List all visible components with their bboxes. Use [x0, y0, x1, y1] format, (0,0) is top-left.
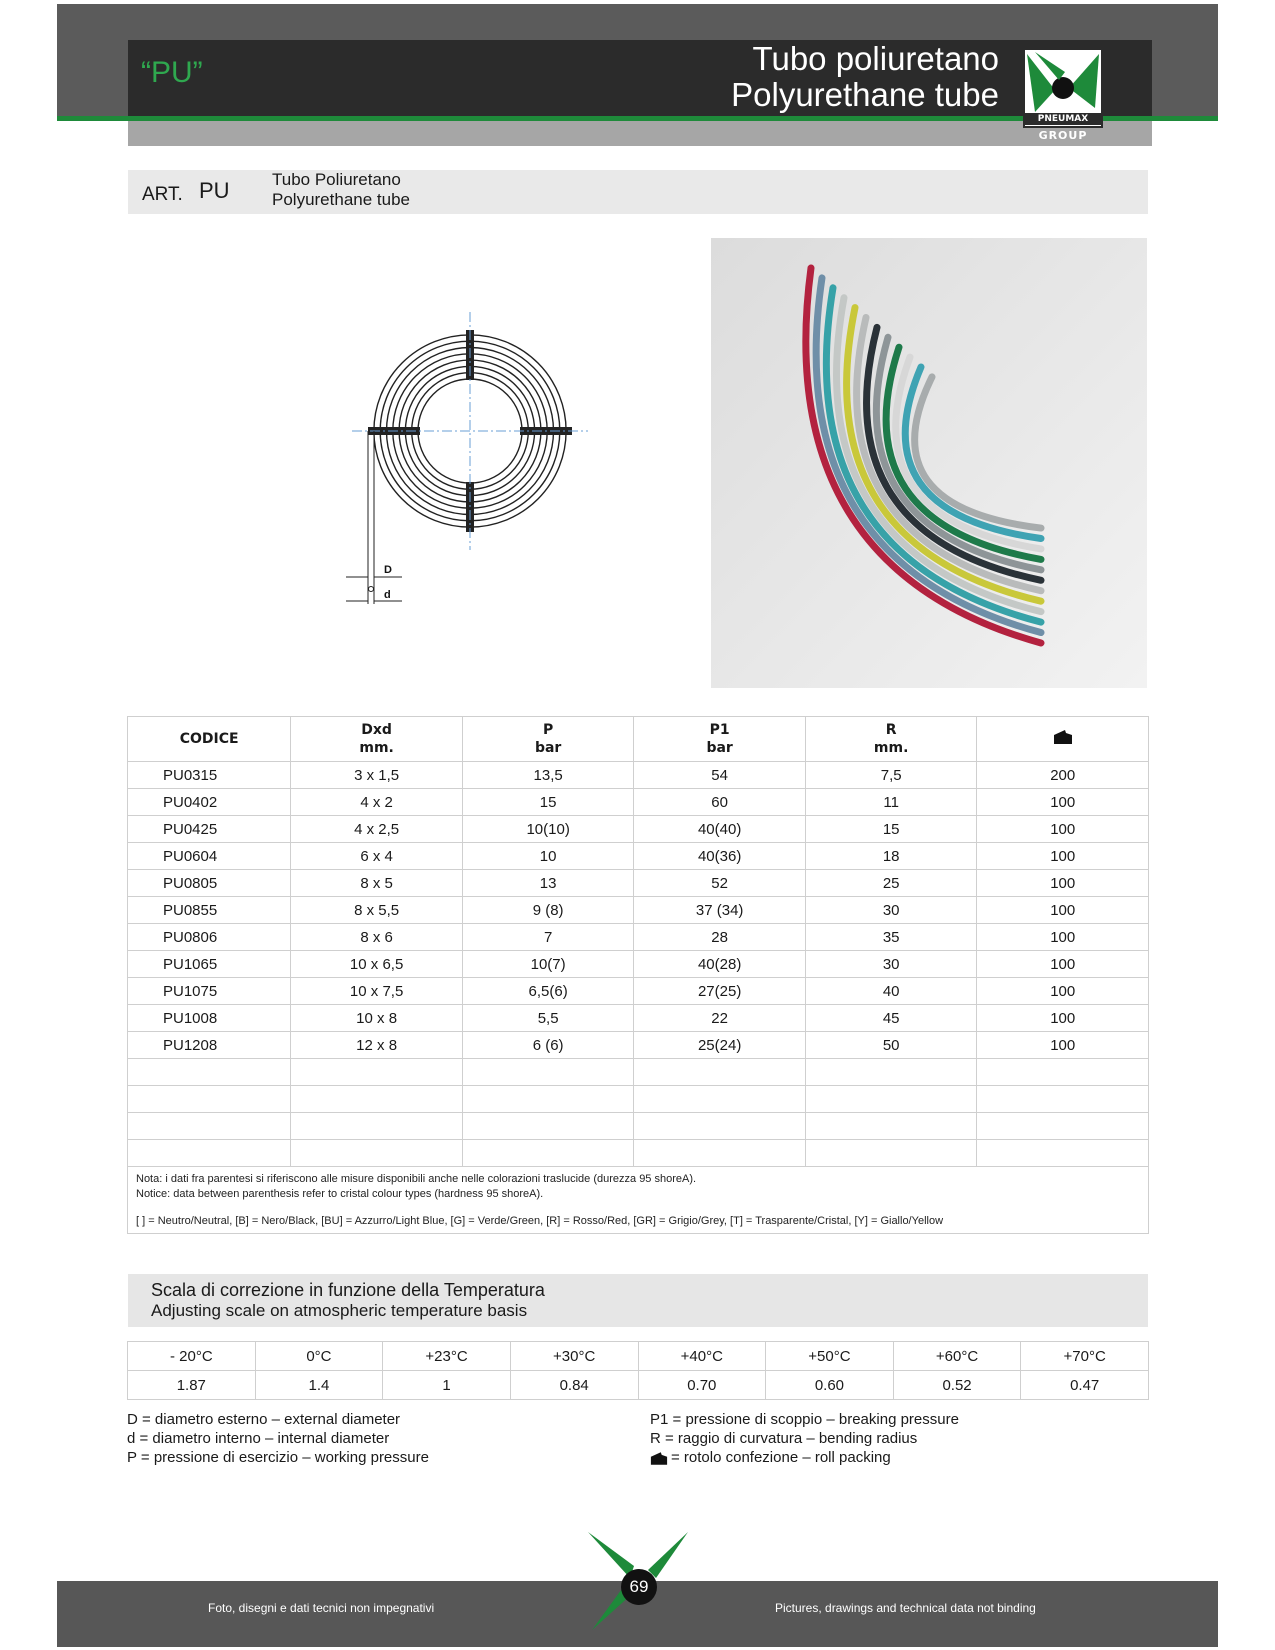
table-cell: 8 x 5,5	[291, 897, 463, 924]
table-cell: 100	[977, 951, 1149, 978]
table-cell: PU0855	[128, 897, 291, 924]
table-cell: PU1008	[128, 1005, 291, 1032]
table-cell: 4 x 2	[291, 789, 463, 816]
col-header-r: R mm.	[805, 717, 977, 762]
header-sub-band	[128, 121, 1152, 146]
table-cell	[128, 1113, 291, 1140]
note-it: Nota: i dati fra parentesi si riferiscono alle misure disponibili anche nelle colorazioni traslucide (durezza 95 shoreA).	[136, 1173, 697, 1185]
table-cell: 100	[977, 1032, 1149, 1059]
colors-legend: [ ] = Neutro/Neutral, [B] = Nero/Black, [BU] = Azzurro/Light Blue, [G] = Verde/Green, [R] = Rosso/Red, [GR] = Grigio/Grey, [T] = Trasparente/Cristal, [Y] = Giallo/Yellow	[136, 1215, 944, 1227]
table-cell: PU1065	[128, 951, 291, 978]
table-cell: 11	[805, 789, 977, 816]
table-cell: 10 x 6,5	[291, 951, 463, 978]
table-cell: 28	[634, 924, 806, 951]
table-cell: PU1075	[128, 978, 291, 1005]
diameter-D-label: D	[384, 564, 392, 576]
table-cell	[977, 1059, 1149, 1086]
col-header-p: P bar	[462, 717, 634, 762]
table-cell: 9 (8)	[462, 897, 634, 924]
notice-en: Notice: data between parenthesis refer to cristal colour types (hardness 95 shoreA).	[136, 1188, 544, 1200]
table-cell	[805, 1086, 977, 1113]
table-cell	[462, 1113, 634, 1140]
footer-disclaimer-it: Foto, disegni e dati tecnici non impegnativi	[208, 1601, 435, 1615]
table-cell: 25(24)	[634, 1032, 806, 1059]
table-cell: 6 x 4	[291, 843, 463, 870]
table-cell: 50	[805, 1032, 977, 1059]
table-cell	[462, 1086, 634, 1113]
table-row-empty	[128, 1113, 1149, 1140]
table-cell	[805, 1113, 977, 1140]
table-cell: 100	[977, 978, 1149, 1005]
table-cell: 40(40)	[634, 816, 806, 843]
table-cell: 37 (34)	[634, 897, 806, 924]
tube-coil-photo	[711, 238, 1147, 688]
table-cell: 5,5	[462, 1005, 634, 1032]
temperature-cell: 0°C	[255, 1342, 383, 1371]
table-cell: PU0604	[128, 843, 291, 870]
table-cell	[977, 1140, 1149, 1167]
header-title-it: Tubo poliuretano	[752, 40, 999, 77]
table-cell: 30	[805, 951, 977, 978]
page-number: 69	[621, 1569, 657, 1605]
temperature-cell: 0.70	[638, 1371, 766, 1400]
table-row	[128, 816, 1149, 843]
table-cell: 100	[977, 843, 1149, 870]
table-cell: 25	[805, 870, 977, 897]
table-cell	[634, 1140, 806, 1167]
table-cell: PU0805	[128, 870, 291, 897]
col-header-codice: CODICE	[128, 717, 291, 762]
table-cell	[291, 1113, 463, 1140]
table-row	[128, 870, 1149, 897]
temperature-cell: +30°C	[510, 1342, 638, 1371]
table-cell: 60	[634, 789, 806, 816]
logo-brand-text: PNEUMAX	[1025, 113, 1101, 125]
temperature-cell: +40°C	[638, 1342, 766, 1371]
table-cell	[805, 1059, 977, 1086]
table-cell: 52	[634, 870, 806, 897]
table-cell: 18	[805, 843, 977, 870]
table-cell	[462, 1140, 634, 1167]
legend-R: R = raggio di curvatura – bending radius	[650, 1430, 918, 1447]
temperature-table	[127, 1341, 1149, 1400]
diameter-d-label: d	[384, 589, 391, 601]
table-cell: 100	[977, 1005, 1149, 1032]
table-cell: 10	[462, 843, 634, 870]
table-cell: 100	[977, 789, 1149, 816]
table-cell: 54	[634, 762, 806, 789]
roll-packing-legend-icon	[650, 1451, 668, 1471]
table-row	[128, 978, 1149, 1005]
product-spec-table	[127, 716, 1149, 1167]
legend-P1: P1 = pressione di scoppio – breaking pressure	[650, 1411, 959, 1428]
table-cell: PU0425	[128, 816, 291, 843]
table-cell: PU0806	[128, 924, 291, 951]
article-desc-en: Polyurethane tube	[272, 190, 410, 209]
col-header-dxd: Dxd mm.	[291, 717, 463, 762]
table-cell: 35	[805, 924, 977, 951]
table-cell	[977, 1086, 1149, 1113]
table-cell	[634, 1086, 806, 1113]
article-code: PU	[199, 178, 230, 203]
table-cell: 13,5	[462, 762, 634, 789]
table-row-empty	[128, 1140, 1149, 1167]
col-header-packing	[977, 717, 1149, 762]
table-cell: PU0402	[128, 789, 291, 816]
table-cell	[977, 1113, 1149, 1140]
article-desc-it: Tubo Poliuretano	[272, 170, 401, 189]
temperature-cell: 1	[383, 1371, 511, 1400]
table-row-empty	[128, 1086, 1149, 1113]
table-row	[128, 1005, 1149, 1032]
table-cell: 27(25)	[634, 978, 806, 1005]
temperature-cell: +70°C	[1021, 1342, 1149, 1371]
col-header-p1: P1 bar	[634, 717, 806, 762]
table-notes	[127, 1166, 1149, 1234]
table-cell	[128, 1140, 291, 1167]
table-cell: PU1208	[128, 1032, 291, 1059]
temperature-cell: 0.84	[510, 1371, 638, 1400]
legend-D: D = diametro esterno – external diameter	[127, 1411, 401, 1428]
table-cell	[462, 1059, 634, 1086]
table-cell: 7,5	[805, 762, 977, 789]
footer-disclaimer-en: Pictures, drawings and technical data not binding	[775, 1601, 1036, 1615]
pneumax-logo-icon	[1025, 50, 1101, 114]
temperature-title-it: Scala di correzione in funzione della Temperatura	[151, 1280, 545, 1300]
temperature-row-factors	[128, 1371, 1149, 1400]
header-title-en: Polyurethane tube	[731, 76, 999, 113]
table-cell: 40	[805, 978, 977, 1005]
logo-group-text: GROUP	[1038, 129, 1088, 142]
table-row	[128, 951, 1149, 978]
temperature-title-en: Adjusting scale on atmospheric temperature basis	[151, 1301, 528, 1320]
temperature-cell: 0.47	[1021, 1371, 1149, 1400]
product-code: “PU”	[141, 56, 203, 89]
table-cell: 12 x 8	[291, 1032, 463, 1059]
table-cell: 8 x 5	[291, 870, 463, 897]
table-cell: 100	[977, 816, 1149, 843]
article-label: ART.	[142, 184, 183, 205]
roll-packing-icon	[1053, 729, 1073, 745]
table-cell: 10 x 8	[291, 1005, 463, 1032]
table-cell: 100	[977, 870, 1149, 897]
temperature-cell: +23°C	[383, 1342, 511, 1371]
table-cell	[805, 1140, 977, 1167]
temperature-cell: 0.52	[893, 1371, 1021, 1400]
table-cell: 40(36)	[634, 843, 806, 870]
table-header-row	[128, 717, 1149, 762]
table-cell: 30	[805, 897, 977, 924]
legend-roll: = rotolo confezione – roll packing	[671, 1449, 891, 1466]
temperature-cell: +60°C	[893, 1342, 1021, 1371]
temperature-cell: +50°C	[766, 1342, 894, 1371]
table-cell: 45	[805, 1005, 977, 1032]
table-cell	[128, 1086, 291, 1113]
temperature-cell: 1.4	[255, 1371, 383, 1400]
table-cell	[291, 1140, 463, 1167]
table-row	[128, 762, 1149, 789]
table-row	[128, 789, 1149, 816]
table-cell	[634, 1059, 806, 1086]
table-cell: 100	[977, 897, 1149, 924]
table-cell	[291, 1086, 463, 1113]
table-row-empty	[128, 1059, 1149, 1086]
table-cell: 10(10)	[462, 816, 634, 843]
table-cell: 7	[462, 924, 634, 951]
table-row	[128, 924, 1149, 951]
table-cell: 100	[977, 924, 1149, 951]
temperature-row-temps	[128, 1342, 1149, 1371]
table-cell: 13	[462, 870, 634, 897]
temperature-cell: 1.87	[128, 1371, 256, 1400]
table-row	[128, 1032, 1149, 1059]
table-cell: 15	[462, 789, 634, 816]
table-cell: 3 x 1,5	[291, 762, 463, 789]
table-cell: 40(28)	[634, 951, 806, 978]
table-cell	[291, 1059, 463, 1086]
table-cell: PU0315	[128, 762, 291, 789]
table-cell: 10 x 7,5	[291, 978, 463, 1005]
table-cell: 200	[977, 762, 1149, 789]
table-cell	[128, 1059, 291, 1086]
table-cell: 4 x 2,5	[291, 816, 463, 843]
table-cell	[634, 1113, 806, 1140]
legend-d: d = diametro interno – internal diameter	[127, 1430, 390, 1447]
temperature-cell: - 20°C	[128, 1342, 256, 1371]
table-cell: 8 x 6	[291, 924, 463, 951]
legend-P: P = pressione di esercizio – working pressure	[127, 1449, 429, 1466]
table-cell: 22	[634, 1005, 806, 1032]
table-cell: 15	[805, 816, 977, 843]
table-cell: 6 (6)	[462, 1032, 634, 1059]
table-row	[128, 897, 1149, 924]
table-cell: 10(7)	[462, 951, 634, 978]
table-cell: 6,5(6)	[462, 978, 634, 1005]
table-row	[128, 843, 1149, 870]
coil-technical-drawing	[340, 312, 600, 617]
temperature-cell: 0.60	[766, 1371, 894, 1400]
